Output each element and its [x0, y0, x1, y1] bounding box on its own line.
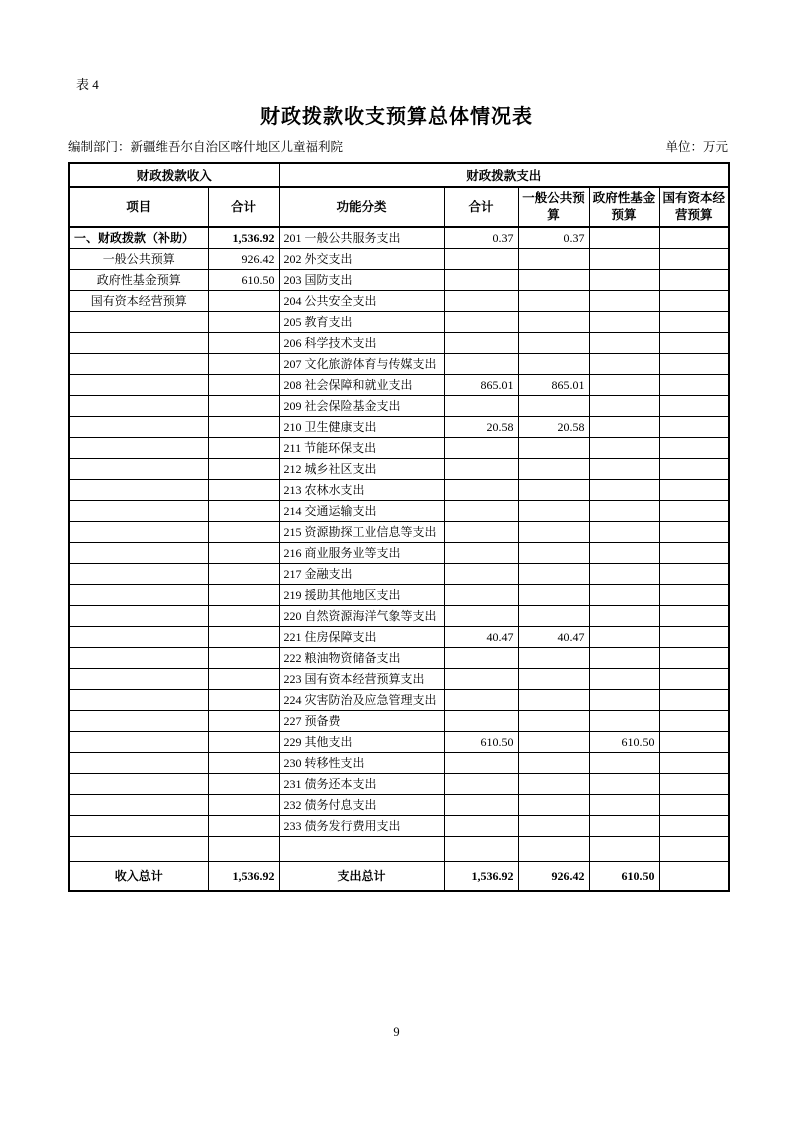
cell-income-total: 610.50	[208, 270, 279, 291]
table-row	[69, 291, 729, 312]
table-total-row	[69, 862, 729, 891]
table-row	[69, 438, 729, 459]
cell-gov-fund-budget	[589, 753, 659, 774]
cell-state-capital-budget	[659, 585, 729, 606]
table-row	[69, 522, 729, 543]
cell-expense-total	[444, 669, 518, 690]
cell-general-public-budget	[518, 291, 589, 312]
cell-gov-fund-budget	[589, 354, 659, 375]
cell-income-item	[69, 774, 208, 795]
col-header-income-item: 项目	[69, 187, 208, 227]
table-row	[69, 816, 729, 837]
cell-income-total	[208, 753, 279, 774]
cell-income-item	[69, 711, 208, 732]
cell-general-public-budget	[518, 669, 589, 690]
cell-income-item	[69, 564, 208, 585]
cell-expense-total	[444, 753, 518, 774]
cell-expense-item: 204 公共安全支出	[279, 291, 444, 312]
cell-income-item	[69, 459, 208, 480]
cell-general-public-budget	[518, 270, 589, 291]
cell-income-item	[69, 375, 208, 396]
cell-expense-total	[444, 459, 518, 480]
cell-state-capital-budget	[659, 837, 729, 862]
table-row	[69, 270, 729, 291]
cell-gov-fund-budget	[589, 648, 659, 669]
table-row	[69, 753, 729, 774]
cell-general-public-budget: 20.58	[518, 417, 589, 438]
cell-gov-fund-budget	[589, 774, 659, 795]
cell-state-capital-budget	[659, 333, 729, 354]
cell-general-public-budget	[518, 312, 589, 333]
cell-expense-item: 215 资源勘探工业信息等支出	[279, 522, 444, 543]
cell-general-public-budget	[518, 648, 589, 669]
cell-expense-item: 212 城乡社区支出	[279, 459, 444, 480]
cell-income-item	[69, 690, 208, 711]
cell-general-public-budget: 865.01	[518, 375, 589, 396]
cell-gov-fund-budget	[589, 270, 659, 291]
table-row	[69, 354, 729, 375]
cell-expense-item: 230 转移性支出	[279, 753, 444, 774]
table-row	[69, 564, 729, 585]
cell-state-capital-budget	[659, 417, 729, 438]
cell-expense-total	[444, 249, 518, 270]
cell-income-total	[208, 585, 279, 606]
cell-income-total: 1,536.92	[208, 227, 279, 249]
cell-income-total: 926.42	[208, 249, 279, 270]
table-row	[69, 795, 729, 816]
table-row	[69, 690, 729, 711]
cell-income-total	[208, 501, 279, 522]
cell-gov-fund-budget	[589, 795, 659, 816]
cell-expense-total	[444, 837, 518, 862]
cell-gov-fund-budget	[589, 227, 659, 249]
cell-income-total	[208, 375, 279, 396]
cell-expense-item: 206 科学技术支出	[279, 333, 444, 354]
cell-gov-fund-budget	[589, 606, 659, 627]
page-title: 财政拨款收支预算总体情况表	[260, 106, 533, 128]
cell-income-item: 一、财政拨款（补助）	[69, 227, 208, 249]
cell-general-public-budget	[518, 564, 589, 585]
cell-income-item: 国有资本经营预算	[69, 291, 208, 312]
cell-expense-total	[444, 690, 518, 711]
cell-state-capital-budget	[659, 438, 729, 459]
cell-income-total	[208, 564, 279, 585]
cell-gov-fund-budget	[589, 564, 659, 585]
cell-income-item: 一般公共预算	[69, 249, 208, 270]
cell-expense-item: 221 住房保障支出	[279, 627, 444, 648]
cell-state-capital-budget	[659, 564, 729, 585]
cell-gov-fund-budget	[589, 816, 659, 837]
cell-gov-fund-budget: 610.50	[589, 732, 659, 753]
table-row	[69, 837, 729, 862]
cell-gov-fund-budget	[589, 291, 659, 312]
cell-expense-item: 214 交通运输支出	[279, 501, 444, 522]
table-column-header-row	[69, 187, 729, 227]
cell-income-item	[69, 669, 208, 690]
cell-income-total	[208, 396, 279, 417]
cell-income-total	[208, 417, 279, 438]
table-row	[69, 774, 729, 795]
cell-state-capital-budget	[659, 862, 729, 891]
table-row	[69, 417, 729, 438]
cell-expense-total	[444, 396, 518, 417]
budget-table	[68, 162, 730, 892]
cell-general-public-budget	[518, 249, 589, 270]
cell-income-total	[208, 291, 279, 312]
cell-state-capital-budget	[659, 249, 729, 270]
cell-expense-item: 209 社会保险基金支出	[279, 396, 444, 417]
table-row	[69, 249, 729, 270]
cell-expense-item: 223 国有资本经营预算支出	[279, 669, 444, 690]
cell-income-total	[208, 543, 279, 564]
cell-expense-item: 231 债务还本支出	[279, 774, 444, 795]
table-row	[69, 459, 729, 480]
cell-expense-item: 232 债务付息支出	[279, 795, 444, 816]
table-row	[69, 227, 729, 249]
table-row	[69, 480, 729, 501]
table-group-header-row	[69, 163, 729, 187]
cell-state-capital-budget	[659, 543, 729, 564]
cell-income-total	[208, 732, 279, 753]
cell-expense-item: 217 金融支出	[279, 564, 444, 585]
cell-income-total	[208, 480, 279, 501]
cell-income-item	[69, 312, 208, 333]
cell-income-total	[208, 438, 279, 459]
cell-gov-fund-budget	[589, 459, 659, 480]
table-row	[69, 396, 729, 417]
table-row	[69, 711, 729, 732]
cell-income-item	[69, 627, 208, 648]
col-header-gov-fund-budget: 政府性基金预算	[589, 187, 659, 227]
unit-label: 单位：万元	[665, 140, 728, 154]
cell-expense-item: 210 卫生健康支出	[279, 417, 444, 438]
cell-state-capital-budget	[659, 501, 729, 522]
cell-expense-total	[444, 543, 518, 564]
cell-expense-item	[279, 837, 444, 862]
table-row	[69, 627, 729, 648]
table-row	[69, 585, 729, 606]
cell-income-item: 政府性基金预算	[69, 270, 208, 291]
cell-income-total	[208, 816, 279, 837]
cell-expense-item: 201 一般公共服务支出	[279, 227, 444, 249]
cell-general-public-budget	[518, 396, 589, 417]
cell-expense-item: 207 文化旅游体育与传媒支出	[279, 354, 444, 375]
prepared-by-text: 编制部门：新疆维吾尔自治区喀什地区儿童福利院	[68, 140, 344, 154]
cell-gov-fund-budget	[589, 543, 659, 564]
cell-state-capital-budget	[659, 795, 729, 816]
cell-state-capital-budget	[659, 375, 729, 396]
cell-state-capital-budget	[659, 291, 729, 312]
cell-general-public-budget	[518, 753, 589, 774]
cell-state-capital-budget	[659, 774, 729, 795]
cell-income-item	[69, 417, 208, 438]
cell-expense-item: 203 国防支出	[279, 270, 444, 291]
cell-state-capital-budget	[659, 669, 729, 690]
col-header-expense-total: 合计	[444, 187, 518, 227]
cell-general-public-budget	[518, 837, 589, 862]
cell-state-capital-budget	[659, 480, 729, 501]
cell-expense-total	[444, 606, 518, 627]
cell-gov-fund-budget	[589, 711, 659, 732]
cell-general-public-budget	[518, 606, 589, 627]
cell-expense-total: 20.58	[444, 417, 518, 438]
cell-gov-fund-budget	[589, 375, 659, 396]
cell-income-total	[208, 333, 279, 354]
cell-expense-total: 865.01	[444, 375, 518, 396]
cell-general-public-budget	[518, 711, 589, 732]
cell-general-public-budget	[518, 690, 589, 711]
cell-expense-total	[444, 816, 518, 837]
meta-row	[68, 137, 728, 155]
col-header-income-total: 合计	[208, 187, 279, 227]
cell-expense-total	[444, 333, 518, 354]
cell-expense-total	[444, 522, 518, 543]
cell-income-total	[208, 522, 279, 543]
cell-gov-fund-budget	[589, 312, 659, 333]
cell-expense-total	[444, 270, 518, 291]
cell-state-capital-budget	[659, 396, 729, 417]
cell-gov-fund-budget	[589, 627, 659, 648]
cell-income-total	[208, 669, 279, 690]
cell-state-capital-budget	[659, 690, 729, 711]
cell-general-public-budget	[518, 459, 589, 480]
cell-expense-item: 216 商业服务业等支出	[279, 543, 444, 564]
cell-income-total	[208, 627, 279, 648]
cell-expense-total	[444, 291, 518, 312]
cell-income-item	[69, 333, 208, 354]
budget-table-body	[69, 227, 729, 891]
cell-expense-total	[444, 312, 518, 333]
cell-expense-total	[444, 564, 518, 585]
table-row	[69, 375, 729, 396]
table-row	[69, 312, 729, 333]
cell-general-public-budget	[518, 543, 589, 564]
table-row	[69, 648, 729, 669]
cell-expense-item: 229 其他支出	[279, 732, 444, 753]
page-number: 9	[393, 1025, 400, 1039]
cell-expense-item: 222 粮油物资储备支出	[279, 648, 444, 669]
cell-expense-item: 211 节能环保支出	[279, 438, 444, 459]
cell-state-capital-budget	[659, 753, 729, 774]
cell-income-item: 收入总计	[69, 862, 208, 891]
cell-gov-fund-budget: 610.50	[589, 862, 659, 891]
cell-general-public-budget	[518, 522, 589, 543]
cell-income-total	[208, 648, 279, 669]
cell-gov-fund-budget	[589, 438, 659, 459]
cell-gov-fund-budget	[589, 501, 659, 522]
group-header-expense: 财政拨款支出	[279, 163, 729, 187]
cell-state-capital-budget	[659, 459, 729, 480]
cell-income-item	[69, 501, 208, 522]
cell-expense-item: 224 灾害防治及应急管理支出	[279, 690, 444, 711]
cell-income-total	[208, 459, 279, 480]
cell-income-item	[69, 732, 208, 753]
col-header-function-class: 功能分类	[279, 187, 444, 227]
cell-income-item	[69, 543, 208, 564]
cell-expense-total	[444, 354, 518, 375]
cell-gov-fund-budget	[589, 690, 659, 711]
cell-general-public-budget	[518, 816, 589, 837]
table-row	[69, 606, 729, 627]
cell-expense-total	[444, 438, 518, 459]
cell-state-capital-budget	[659, 711, 729, 732]
cell-expense-item: 219 援助其他地区支出	[279, 585, 444, 606]
cell-expense-total	[444, 774, 518, 795]
cell-expense-item: 202 外交支出	[279, 249, 444, 270]
cell-income-total	[208, 795, 279, 816]
cell-general-public-budget	[518, 732, 589, 753]
cell-gov-fund-budget	[589, 522, 659, 543]
cell-expense-total: 1,536.92	[444, 862, 518, 891]
cell-gov-fund-budget	[589, 396, 659, 417]
cell-general-public-budget: 40.47	[518, 627, 589, 648]
cell-expense-total: 610.50	[444, 732, 518, 753]
col-header-state-capital-budget: 国有资本经营预算	[659, 187, 729, 227]
cell-income-item	[69, 606, 208, 627]
cell-expense-total	[444, 795, 518, 816]
cell-general-public-budget: 0.37	[518, 227, 589, 249]
cell-income-item	[69, 522, 208, 543]
cell-state-capital-budget	[659, 354, 729, 375]
cell-income-total	[208, 606, 279, 627]
cell-income-total	[208, 354, 279, 375]
table-row	[69, 333, 729, 354]
table-row	[69, 669, 729, 690]
cell-income-item	[69, 753, 208, 774]
cell-gov-fund-budget	[589, 333, 659, 354]
cell-expense-item: 213 农林水支出	[279, 480, 444, 501]
cell-income-item	[69, 816, 208, 837]
cell-state-capital-budget	[659, 270, 729, 291]
cell-expense-item: 支出总计	[279, 862, 444, 891]
cell-income-total	[208, 690, 279, 711]
cell-expense-total	[444, 711, 518, 732]
cell-gov-fund-budget	[589, 837, 659, 862]
table-label: 表 4	[76, 77, 99, 92]
cell-state-capital-budget	[659, 648, 729, 669]
cell-state-capital-budget	[659, 227, 729, 249]
cell-income-item	[69, 585, 208, 606]
cell-gov-fund-budget	[589, 669, 659, 690]
cell-general-public-budget	[518, 333, 589, 354]
cell-income-item	[69, 396, 208, 417]
cell-income-total	[208, 774, 279, 795]
cell-income-total	[208, 711, 279, 732]
cell-state-capital-budget	[659, 312, 729, 333]
cell-general-public-budget	[518, 585, 589, 606]
cell-expense-total: 0.37	[444, 227, 518, 249]
cell-expense-total	[444, 480, 518, 501]
cell-expense-item: 220 自然资源海洋气象等支出	[279, 606, 444, 627]
cell-general-public-budget	[518, 480, 589, 501]
cell-gov-fund-budget	[589, 249, 659, 270]
cell-gov-fund-budget	[589, 585, 659, 606]
cell-income-total: 1,536.92	[208, 862, 279, 891]
table-row	[69, 501, 729, 522]
cell-income-item	[69, 837, 208, 862]
cell-general-public-budget	[518, 354, 589, 375]
cell-gov-fund-budget	[589, 480, 659, 501]
cell-expense-item: 208 社会保障和就业支出	[279, 375, 444, 396]
cell-income-total	[208, 312, 279, 333]
cell-state-capital-budget	[659, 816, 729, 837]
col-header-general-public-budget: 一般公共预算	[518, 187, 589, 227]
cell-state-capital-budget	[659, 522, 729, 543]
cell-general-public-budget	[518, 438, 589, 459]
cell-expense-total	[444, 648, 518, 669]
cell-expense-total	[444, 585, 518, 606]
cell-expense-item: 233 债务发行费用支出	[279, 816, 444, 837]
cell-general-public-budget: 926.42	[518, 862, 589, 891]
cell-state-capital-budget	[659, 627, 729, 648]
cell-income-total	[208, 837, 279, 862]
cell-general-public-budget	[518, 774, 589, 795]
table-row	[69, 732, 729, 753]
cell-income-item	[69, 648, 208, 669]
table-row	[69, 543, 729, 564]
cell-expense-item: 205 教育支出	[279, 312, 444, 333]
cell-expense-total: 40.47	[444, 627, 518, 648]
cell-income-item	[69, 795, 208, 816]
cell-state-capital-budget	[659, 732, 729, 753]
cell-gov-fund-budget	[589, 417, 659, 438]
cell-general-public-budget	[518, 795, 589, 816]
cell-state-capital-budget	[659, 606, 729, 627]
cell-expense-total	[444, 501, 518, 522]
group-header-income: 财政拨款收入	[69, 163, 279, 187]
cell-expense-item: 227 预备费	[279, 711, 444, 732]
cell-income-item	[69, 438, 208, 459]
cell-income-item	[69, 354, 208, 375]
cell-income-item	[69, 480, 208, 501]
cell-general-public-budget	[518, 501, 589, 522]
